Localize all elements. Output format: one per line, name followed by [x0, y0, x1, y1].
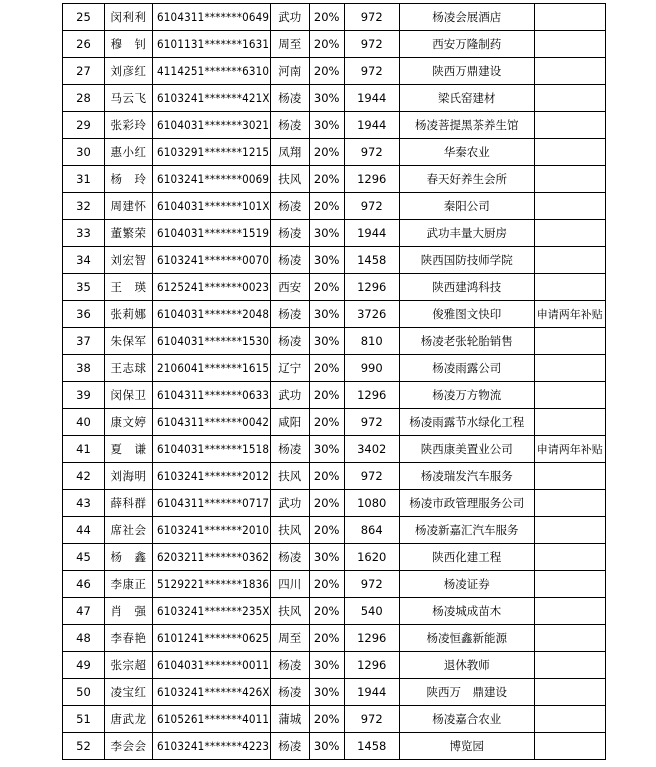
person-name-cell: 穆 钊 [105, 31, 153, 58]
subsidy-amount-cell: 972 [344, 4, 399, 31]
id-number-cell: 6105261*******4011 [153, 706, 271, 733]
table-row [63, 679, 606, 706]
subsidy-amount-cell: 1458 [344, 733, 399, 760]
remark-cell [534, 355, 605, 382]
employer-cell: 秦阳公司 [399, 193, 534, 220]
subsidy-amount-cell: 990 [344, 355, 399, 382]
row-number-cell: 46 [63, 571, 105, 598]
subsidy-rate-cell: 30% [309, 652, 344, 679]
subsidy-rate-cell: 20% [309, 355, 344, 382]
id-number-cell: 6103241*******0069 [153, 166, 271, 193]
remark-cell [534, 706, 605, 733]
origin-place-cell: 扶风 [270, 598, 309, 625]
subsidy-rate-cell: 30% [309, 85, 344, 112]
subsidy-amount-cell: 1080 [344, 490, 399, 517]
subsidy-rate-cell: 20% [309, 571, 344, 598]
row-number-cell: 31 [63, 166, 105, 193]
subsidy-rate-cell: 30% [309, 328, 344, 355]
employer-cell: 杨凌万方物流 [399, 382, 534, 409]
table-row [63, 355, 606, 382]
id-number-cell: 6101131*******1631 [153, 31, 271, 58]
subsidy-rate-cell: 20% [309, 463, 344, 490]
table-row [63, 247, 606, 274]
id-number-cell: 6104031*******1518 [153, 436, 271, 463]
subsidy-amount-cell: 972 [344, 571, 399, 598]
row-number-cell: 52 [63, 733, 105, 760]
remark-cell [534, 112, 605, 139]
remark-cell [534, 679, 605, 706]
employer-cell: 西安万隆制药 [399, 31, 534, 58]
table-row [63, 31, 606, 58]
employer-cell: 陕西化建工程 [399, 544, 534, 571]
table-row [63, 193, 606, 220]
row-number-cell: 38 [63, 355, 105, 382]
id-number-cell: 6104311*******0717 [153, 490, 271, 517]
origin-place-cell: 杨凌 [270, 247, 309, 274]
person-name-cell: 肖 强 [105, 598, 153, 625]
person-name-cell: 唐武龙 [105, 706, 153, 733]
person-name-cell: 康文婷 [105, 409, 153, 436]
origin-place-cell: 四川 [270, 571, 309, 598]
row-number-cell: 30 [63, 139, 105, 166]
row-number-cell: 50 [63, 679, 105, 706]
remark-cell [534, 463, 605, 490]
subsidy-rate-cell: 20% [309, 58, 344, 85]
row-number-cell: 27 [63, 58, 105, 85]
table-row [63, 490, 606, 517]
subsidy-rate-cell: 30% [309, 301, 344, 328]
person-name-cell: 王 瑛 [105, 274, 153, 301]
employer-cell: 博览园 [399, 733, 534, 760]
employer-cell: 杨凌恒鑫新能源 [399, 625, 534, 652]
id-number-cell: 6103241*******4223 [153, 733, 271, 760]
id-number-cell: 6104031*******2048 [153, 301, 271, 328]
subsidy-amount-cell: 972 [344, 706, 399, 733]
subsidy-amount-cell: 1944 [344, 220, 399, 247]
subsidy-rate-cell: 30% [309, 679, 344, 706]
origin-place-cell: 武功 [270, 382, 309, 409]
subsidy-amount-cell: 1944 [344, 112, 399, 139]
employer-cell: 陕西国防技师学院 [399, 247, 534, 274]
subsidy-amount-cell: 972 [344, 58, 399, 85]
person-name-cell: 杨 玲 [105, 166, 153, 193]
id-number-cell: 6104031*******3021 [153, 112, 271, 139]
row-number-cell: 45 [63, 544, 105, 571]
table-row [63, 382, 606, 409]
employer-cell: 退休教师 [399, 652, 534, 679]
id-number-cell: 6104031*******101X [153, 193, 271, 220]
subsidy-roster-table [62, 3, 606, 760]
person-name-cell: 闵保卫 [105, 382, 153, 409]
subsidy-rate-cell: 20% [309, 382, 344, 409]
row-number-cell: 26 [63, 31, 105, 58]
remark-cell [534, 31, 605, 58]
origin-place-cell: 杨凌 [270, 733, 309, 760]
table-row [63, 301, 606, 328]
subsidy-amount-cell: 1944 [344, 85, 399, 112]
origin-place-cell: 武功 [270, 4, 309, 31]
person-name-cell: 席社会 [105, 517, 153, 544]
remark-cell [534, 625, 605, 652]
employer-cell: 杨凌雨露公司 [399, 355, 534, 382]
row-number-cell: 36 [63, 301, 105, 328]
row-number-cell: 44 [63, 517, 105, 544]
id-number-cell: 6125241*******0023 [153, 274, 271, 301]
origin-place-cell: 杨凌 [270, 544, 309, 571]
id-number-cell: 6103241*******2010 [153, 517, 271, 544]
employer-cell: 杨凌菩提黑茶养生馆 [399, 112, 534, 139]
id-number-cell: 6101241*******0625 [153, 625, 271, 652]
person-name-cell: 张彩玲 [105, 112, 153, 139]
subsidy-rate-cell: 20% [309, 706, 344, 733]
remark-cell [534, 166, 605, 193]
employer-cell: 陕西康美置业公司 [399, 436, 534, 463]
subsidy-rate-cell: 20% [309, 598, 344, 625]
employer-cell: 梁氏窑建材 [399, 85, 534, 112]
table-row [63, 652, 606, 679]
id-number-cell: 6104311*******0649 [153, 4, 271, 31]
subsidy-rate-cell: 30% [309, 220, 344, 247]
person-name-cell: 周建怀 [105, 193, 153, 220]
subsidy-amount-cell: 1620 [344, 544, 399, 571]
subsidy-amount-cell: 540 [344, 598, 399, 625]
person-name-cell: 杨 鑫 [105, 544, 153, 571]
subsidy-amount-cell: 3726 [344, 301, 399, 328]
subsidy-amount-cell: 3402 [344, 436, 399, 463]
person-name-cell: 夏 谦 [105, 436, 153, 463]
remark-cell [534, 517, 605, 544]
subsidy-rate-cell: 20% [309, 31, 344, 58]
remark-cell [534, 598, 605, 625]
roster-body [63, 4, 606, 760]
subsidy-amount-cell: 1296 [344, 652, 399, 679]
subsidy-amount-cell: 972 [344, 193, 399, 220]
person-name-cell: 闵利利 [105, 4, 153, 31]
subsidy-amount-cell: 972 [344, 31, 399, 58]
remark-cell [534, 328, 605, 355]
employer-cell: 杨凌会展酒店 [399, 4, 534, 31]
subsidy-amount-cell: 1296 [344, 274, 399, 301]
origin-place-cell: 杨凌 [270, 193, 309, 220]
table-row [63, 571, 606, 598]
origin-place-cell: 杨凌 [270, 679, 309, 706]
row-number-cell: 28 [63, 85, 105, 112]
table-row [63, 4, 606, 31]
person-name-cell: 凌宝红 [105, 679, 153, 706]
person-name-cell: 李康正 [105, 571, 153, 598]
row-number-cell: 42 [63, 463, 105, 490]
employer-cell: 杨凌老张轮胎销售 [399, 328, 534, 355]
row-number-cell: 47 [63, 598, 105, 625]
person-name-cell: 李会会 [105, 733, 153, 760]
person-name-cell: 刘海明 [105, 463, 153, 490]
origin-place-cell: 杨凌 [270, 301, 309, 328]
row-number-cell: 33 [63, 220, 105, 247]
table-row [63, 733, 606, 760]
origin-place-cell: 河南 [270, 58, 309, 85]
subsidy-rate-cell: 20% [309, 166, 344, 193]
person-name-cell: 李春艳 [105, 625, 153, 652]
row-number-cell: 34 [63, 247, 105, 274]
employer-cell: 杨凌瑞发汽车服务 [399, 463, 534, 490]
row-number-cell: 51 [63, 706, 105, 733]
origin-place-cell: 武功 [270, 490, 309, 517]
employer-cell: 俊雅图文快印 [399, 301, 534, 328]
remark-cell [534, 4, 605, 31]
remark-cell [534, 382, 605, 409]
subsidy-amount-cell: 864 [344, 517, 399, 544]
subsidy-rate-cell: 30% [309, 112, 344, 139]
remark-cell [534, 274, 605, 301]
table-row [63, 463, 606, 490]
id-number-cell: 6103291*******1215 [153, 139, 271, 166]
table-row [63, 274, 606, 301]
remark-cell [534, 490, 605, 517]
remark-cell [534, 571, 605, 598]
remark-cell [534, 139, 605, 166]
person-name-cell: 朱保军 [105, 328, 153, 355]
table-row [63, 112, 606, 139]
employer-cell: 陕西万 鼎建设 [399, 679, 534, 706]
employer-cell: 杨凌嘉合农业 [399, 706, 534, 733]
employer-cell: 杨凌新嘉汇汽车服务 [399, 517, 534, 544]
origin-place-cell: 杨凌 [270, 436, 309, 463]
subsidy-amount-cell: 1458 [344, 247, 399, 274]
subsidy-amount-cell: 1296 [344, 382, 399, 409]
subsidy-rate-cell: 20% [309, 139, 344, 166]
origin-place-cell: 辽宁 [270, 355, 309, 382]
subsidy-amount-cell: 972 [344, 409, 399, 436]
row-number-cell: 43 [63, 490, 105, 517]
row-number-cell: 41 [63, 436, 105, 463]
subsidy-rate-cell: 20% [309, 409, 344, 436]
employer-cell: 武功丰量大厨房 [399, 220, 534, 247]
person-name-cell: 王志球 [105, 355, 153, 382]
table-row [63, 139, 606, 166]
person-name-cell: 刘彦红 [105, 58, 153, 85]
origin-place-cell: 西安 [270, 274, 309, 301]
subsidy-rate-cell: 20% [309, 4, 344, 31]
origin-place-cell: 杨凌 [270, 112, 309, 139]
subsidy-rate-cell: 20% [309, 193, 344, 220]
id-number-cell: 2106041*******1615 [153, 355, 271, 382]
table-row [63, 598, 606, 625]
origin-place-cell: 周至 [270, 31, 309, 58]
row-number-cell: 37 [63, 328, 105, 355]
id-number-cell: 6104311*******0042 [153, 409, 271, 436]
employer-cell: 杨凌证券 [399, 571, 534, 598]
subsidy-rate-cell: 20% [309, 274, 344, 301]
remark-cell [534, 409, 605, 436]
employer-cell: 杨凌雨露节水绿化工程 [399, 409, 534, 436]
id-number-cell: 6203211*******0362 [153, 544, 271, 571]
person-name-cell: 马云飞 [105, 85, 153, 112]
remark-cell [534, 733, 605, 760]
origin-place-cell: 凤翔 [270, 139, 309, 166]
subsidy-amount-cell: 1296 [344, 166, 399, 193]
origin-place-cell: 扶风 [270, 517, 309, 544]
employer-cell: 陕西建鸿科技 [399, 274, 534, 301]
remark-cell: 申请两年补贴 [534, 301, 605, 328]
person-name-cell: 刘宏智 [105, 247, 153, 274]
table-row [63, 58, 606, 85]
table-row [63, 409, 606, 436]
remark-cell: 申请两年补贴 [534, 436, 605, 463]
subsidy-rate-cell: 20% [309, 517, 344, 544]
id-number-cell: 6104031*******1530 [153, 328, 271, 355]
employer-cell: 春天好养生会所 [399, 166, 534, 193]
subsidy-rate-cell: 30% [309, 436, 344, 463]
remark-cell [534, 85, 605, 112]
origin-place-cell: 杨凌 [270, 85, 309, 112]
table-row [63, 166, 606, 193]
origin-place-cell: 蒲城 [270, 706, 309, 733]
employer-cell: 陕西万鼎建设 [399, 58, 534, 85]
row-number-cell: 49 [63, 652, 105, 679]
origin-place-cell: 杨凌 [270, 328, 309, 355]
id-number-cell: 6104031*******1519 [153, 220, 271, 247]
origin-place-cell: 扶风 [270, 463, 309, 490]
origin-place-cell: 周至 [270, 625, 309, 652]
table-row [63, 544, 606, 571]
id-number-cell: 6103241*******2012 [153, 463, 271, 490]
subsidy-amount-cell: 1944 [344, 679, 399, 706]
id-number-cell: 6103241*******0070 [153, 247, 271, 274]
row-number-cell: 39 [63, 382, 105, 409]
origin-place-cell: 杨凌 [270, 652, 309, 679]
id-number-cell: 6103241*******235X [153, 598, 271, 625]
table-row [63, 625, 606, 652]
person-name-cell: 张宗超 [105, 652, 153, 679]
person-name-cell: 惠小红 [105, 139, 153, 166]
person-name-cell: 董繁荣 [105, 220, 153, 247]
subsidy-rate-cell: 30% [309, 733, 344, 760]
employer-cell: 杨凌城成苗木 [399, 598, 534, 625]
id-number-cell: 6103241*******426X [153, 679, 271, 706]
remark-cell [534, 652, 605, 679]
subsidy-rate-cell: 30% [309, 544, 344, 571]
row-number-cell: 35 [63, 274, 105, 301]
subsidy-amount-cell: 1296 [344, 625, 399, 652]
id-number-cell: 6104031*******0011 [153, 652, 271, 679]
remark-cell [534, 220, 605, 247]
origin-place-cell: 扶风 [270, 166, 309, 193]
origin-place-cell: 杨凌 [270, 220, 309, 247]
table-row [63, 436, 606, 463]
subsidy-amount-cell: 810 [344, 328, 399, 355]
table-row [63, 220, 606, 247]
row-number-cell: 29 [63, 112, 105, 139]
row-number-cell: 25 [63, 4, 105, 31]
table-row [63, 328, 606, 355]
employer-cell: 华秦农业 [399, 139, 534, 166]
subsidy-rate-cell: 30% [309, 247, 344, 274]
subsidy-amount-cell: 972 [344, 139, 399, 166]
remark-cell [534, 193, 605, 220]
subsidy-amount-cell: 972 [344, 463, 399, 490]
row-number-cell: 32 [63, 193, 105, 220]
row-number-cell: 40 [63, 409, 105, 436]
subsidy-rate-cell: 20% [309, 625, 344, 652]
table-row [63, 517, 606, 544]
subsidy-rate-cell: 20% [309, 490, 344, 517]
remark-cell [534, 58, 605, 85]
table-row [63, 85, 606, 112]
id-number-cell: 6104311*******0633 [153, 382, 271, 409]
id-number-cell: 5129221*******1836 [153, 571, 271, 598]
remark-cell [534, 544, 605, 571]
id-number-cell: 4114251*******6310 [153, 58, 271, 85]
origin-place-cell: 咸阳 [270, 409, 309, 436]
person-name-cell: 张莉娜 [105, 301, 153, 328]
employer-cell: 杨凌市政管理服务公司 [399, 490, 534, 517]
id-number-cell: 6103241*******421X [153, 85, 271, 112]
remark-cell [534, 247, 605, 274]
person-name-cell: 薛科群 [105, 490, 153, 517]
table-row [63, 706, 606, 733]
row-number-cell: 48 [63, 625, 105, 652]
